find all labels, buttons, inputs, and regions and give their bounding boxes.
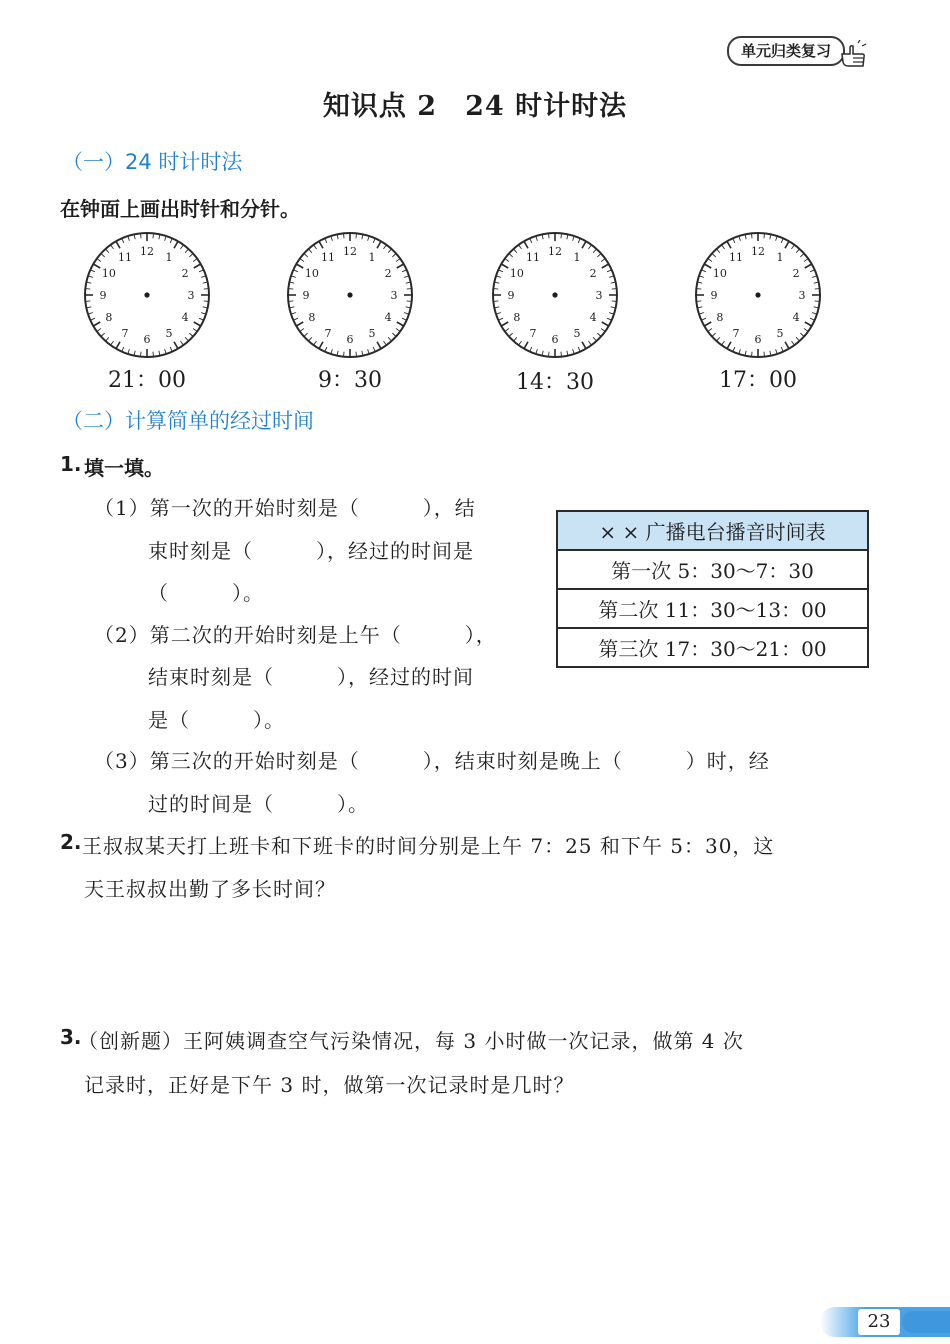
clock-number: 6	[346, 333, 354, 346]
clock-face[interactable]	[82, 230, 212, 360]
clock-tick	[561, 233, 562, 238]
clock-tick	[153, 352, 154, 357]
clock-number: 9	[507, 289, 515, 302]
clock-tick	[815, 301, 820, 302]
clock-number: 8	[513, 311, 521, 324]
clock-number: 8	[308, 311, 316, 324]
clock-number: 1	[165, 250, 173, 264]
clock-tick	[696, 289, 701, 290]
clock-face[interactable]	[285, 230, 415, 360]
clock-number: 5	[165, 327, 173, 341]
pointing-hand-icon	[838, 40, 868, 70]
clock-number: 9	[710, 289, 718, 302]
clock-tick	[493, 301, 498, 302]
q1-part2-line1: （2）第二次的开始时刻是上午（ ），	[94, 623, 497, 647]
clock-number: 10	[712, 267, 727, 280]
clock-number: 12	[548, 245, 562, 258]
q2-line2: 天王叔叔出勤了多长时间？	[84, 877, 336, 901]
clock-tick	[344, 233, 345, 238]
clock-number: 4	[384, 311, 392, 324]
clock-tick	[204, 301, 209, 302]
clock-number: 5	[368, 327, 376, 341]
clock-number: 3	[390, 289, 398, 302]
question-2-number: 2.	[60, 830, 82, 854]
clock-number: 5	[776, 327, 784, 341]
clock-tick	[752, 352, 753, 357]
question-1-number: 1.	[60, 452, 82, 476]
clock-tick	[493, 289, 498, 290]
schedule-row-1: 第一次 5：30～7：30	[557, 550, 868, 589]
clock-number: 7	[121, 327, 129, 341]
clock-number: 1	[573, 250, 581, 264]
clock-number: 4	[181, 311, 189, 324]
clock-number: 11	[321, 250, 335, 264]
clock-tick	[696, 301, 701, 302]
page-number: 23	[858, 1309, 900, 1335]
clock-center-dot	[347, 292, 352, 297]
clock-time-label: 21：00	[108, 368, 186, 393]
clock-tick	[288, 301, 293, 302]
clock-tick	[356, 352, 357, 357]
clock-number: 2	[181, 267, 189, 280]
q1-part1-line3: （ ）。	[148, 581, 264, 605]
q1-part2-line2: 结束时刻是（ ），经过的时间	[148, 665, 474, 689]
clock-time-label: 14：30	[516, 370, 594, 395]
clock-number: 10	[101, 267, 116, 280]
clock-number: 11	[729, 250, 743, 264]
clock-number: 10	[304, 267, 319, 280]
clock-number: 8	[716, 311, 724, 324]
q3-line2: 记录时，正好是下午 3 时，做第一次记录时是几时？	[84, 1073, 575, 1097]
clock-time-label: 17：00	[719, 368, 797, 393]
clock-number: 7	[324, 327, 332, 341]
clock-number: 2	[589, 267, 597, 280]
clock-time-label: 9：30	[318, 368, 382, 393]
clock-tick	[561, 352, 562, 357]
clock-number: 4	[589, 311, 597, 324]
clock-face[interactable]	[693, 230, 823, 360]
clock-tick	[141, 352, 142, 357]
clock-tick	[612, 289, 617, 290]
page-bar-decoration	[902, 1311, 950, 1333]
clock-tick	[815, 289, 820, 290]
clock-tick	[288, 289, 293, 290]
clock-tick	[344, 352, 345, 357]
clock-number: 7	[529, 327, 537, 341]
question-3-number: 3.	[60, 1025, 82, 1049]
q2-line1: 王叔叔某天打上班卡和下班卡的时间分别是上午 7：25 和下午 5：30，这	[82, 834, 775, 858]
clock-number: 9	[302, 289, 310, 302]
clock-number: 1	[776, 250, 784, 264]
clock-number: 6	[754, 333, 762, 346]
clock-number: 3	[798, 289, 806, 302]
section-heading-2: （二）计算简单的经过时间	[62, 409, 314, 433]
clock-tick	[153, 233, 154, 238]
q1-part1-line2: 束时刻是（ ），经过的时间是	[148, 539, 474, 563]
clock-number: 12	[140, 245, 154, 258]
clock-number: 8	[105, 311, 113, 324]
clock-tick	[764, 233, 765, 238]
clock-number: 6	[143, 333, 151, 346]
q1-part1-line1: （1）第一次的开始时刻是（ ），结	[94, 496, 476, 520]
clock-tick	[85, 301, 90, 302]
clock-number: 3	[187, 289, 195, 302]
q1-part3-line1: （3）第三次的开始时刻是（ ），结束时刻是晚上（ ）时，经	[94, 749, 770, 773]
clock-tick	[549, 233, 550, 238]
question-1-title: 填一填。	[84, 456, 164, 480]
clock-tick	[85, 289, 90, 290]
broadcast-schedule-table	[556, 510, 869, 668]
clock-number: 11	[526, 250, 540, 264]
clock-number: 7	[732, 327, 740, 341]
section-heading-1: （一）24 时计时法	[62, 150, 243, 174]
clock-center-dot	[144, 292, 149, 297]
clock-number: 6	[551, 333, 559, 346]
clock-number: 5	[573, 327, 581, 341]
clock-tick	[764, 352, 765, 357]
clock-number: 10	[509, 267, 524, 280]
clock-number: 12	[751, 245, 765, 258]
clock-number: 4	[792, 311, 800, 324]
unit-review-badge: 单元归类复习	[727, 36, 845, 66]
clock-tick	[204, 289, 209, 290]
clock-tick	[356, 233, 357, 238]
q3-line1: （创新题）王阿姨调查空气污染情况，每 3 小时做一次记录，做第 4 次	[78, 1029, 744, 1053]
clock-tick	[407, 301, 412, 302]
clock-face[interactable]	[490, 230, 620, 360]
clock-tick	[141, 233, 142, 238]
schedule-row-3: 第三次 17：30～21：00	[557, 628, 868, 667]
clock-instruction: 在钟面上画出时针和分针。	[60, 197, 300, 221]
clock-number: 2	[792, 267, 800, 280]
clock-number: 3	[595, 289, 603, 302]
q1-part3-line2: 过的时间是（ ）。	[148, 792, 369, 816]
clock-tick	[752, 233, 753, 238]
page-title: 知识点 2 24 时计时法	[322, 91, 628, 122]
clock-tick	[407, 289, 412, 290]
clock-center-dot	[552, 292, 557, 297]
clock-tick	[612, 301, 617, 302]
clock-number: 1	[368, 250, 376, 264]
clock-center-dot	[755, 292, 760, 297]
clock-number: 9	[99, 289, 107, 302]
q1-part2-line3: 是（ ）。	[148, 708, 285, 732]
schedule-title: × × 广播电台播音时间表	[557, 511, 868, 550]
clock-number: 11	[118, 250, 132, 264]
clock-number: 2	[384, 267, 392, 280]
schedule-row-2: 第二次 11：30～13：00	[557, 589, 868, 628]
clock-tick	[549, 352, 550, 357]
clock-number: 12	[343, 245, 357, 258]
